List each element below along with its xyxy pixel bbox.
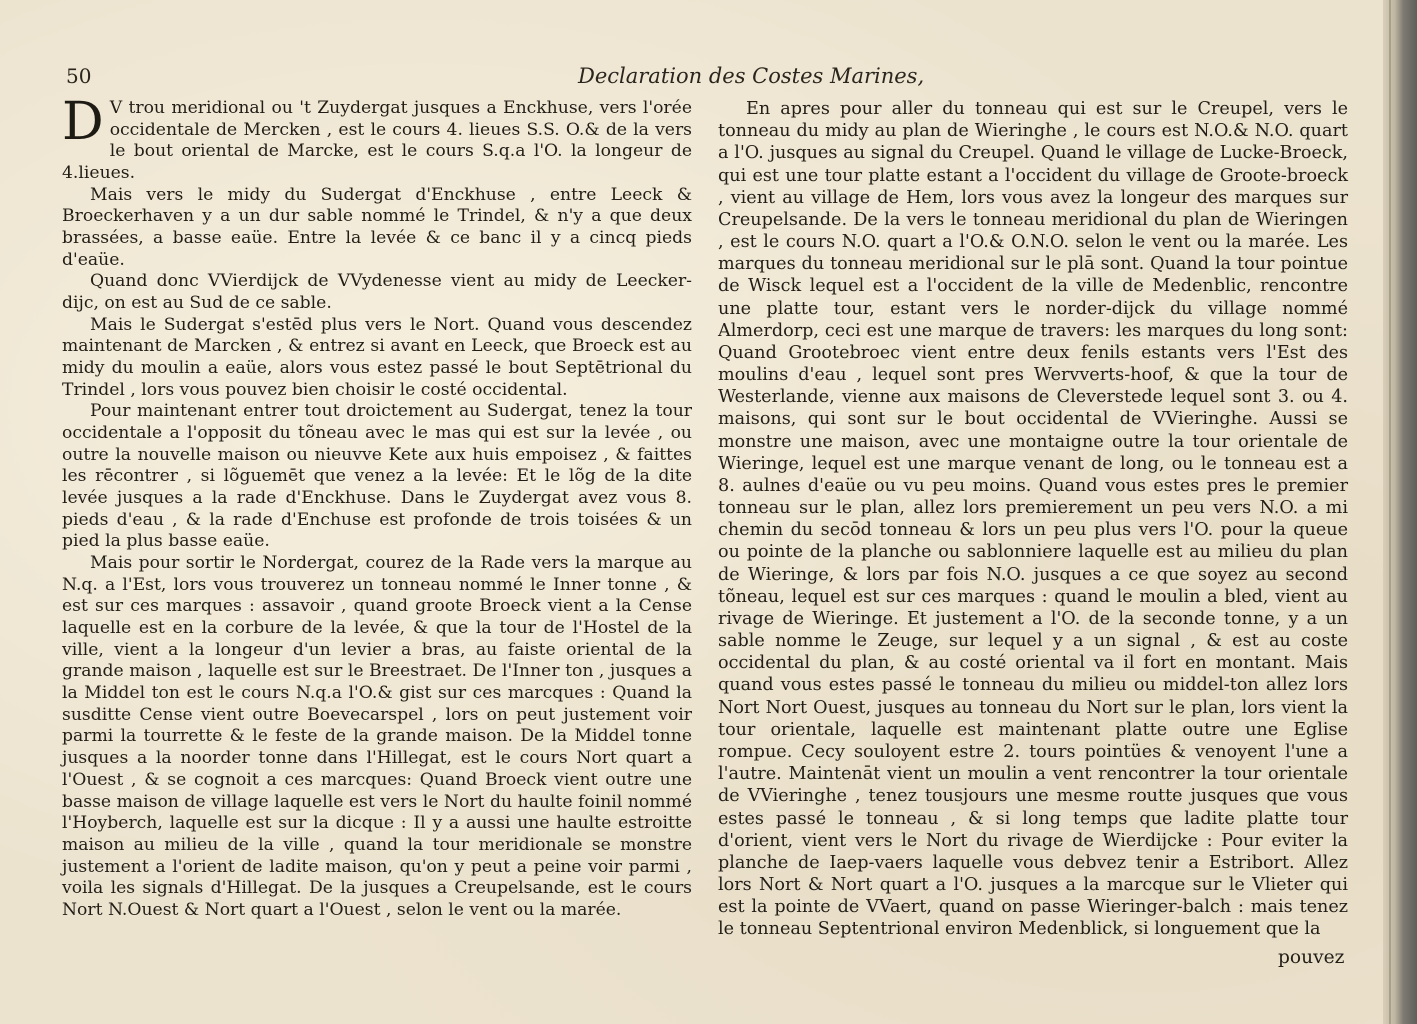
text-column-right	[718, 98, 1348, 941]
paragraph-text: V trou meridional ou 't Zuydergat jusques a Enckhuse, vers l'orée occidentale de Mercken , est le cours 4. lieues S.S. O.& de la vers le bout oriental de Marcke, est le cours S.q.a l'O. la longeur de 4.lieues.	[62, 98, 692, 184]
drop-cap: D	[62, 92, 104, 152]
paragraph: En apres pour aller du tonneau qui est sur le Creupel, vers le tonneau du midy au plan de Wieringhe , le cours est N.O.& N.O. quart a l'O. jusques au signal du Creupel. Quand le village de Lucke-Broeck, qui est une tour platte estant a l'occident du village de Groote-broeck , vient au village de Hem, lors vous avez la longeur des marques sur Creupelsande. De la vers le tonneau meridional du plan de Wieringen , est le cours N.O. quart a l'O.& O.N.O. selon le vent ou la marée. Les marques du tonneau meridional sur le plā sont. Quand la tour pointue de Wisck lequel est a l'occident de la ville de Medenblic, rencontre une platte tour, estant vers le norder-dijck du village nommé Almerdorp, ceci est une marque de travers: les marques du long sont: Quand Grootebroec vient entre deux fenils estants vers l'Est des moulins d'eau , lequel sont pres Wervverts-hoof, & que la tour de Westerlande, vienne aux maisons de Cleverstede lequel sont 3. ou 4. maisons, qui sont sur le bout occidental de VVieringhe. Aussi se monstre une maison, avec une montaigne outre la tour orientale de Wieringe, lequel est une marque venant de long, ou le tonneau est a 8. aulnes d'eaüe ou vu peu moins. Quand vous estes pres le premier tonneau sur le plan, allez lors premierement un peu vers N.O. a mi chemin du secōd tonneau & lors un peu plus vers l'O. pour la queue ou pointe de la planche ou sablonniere laquelle est au milieu du plan de Wieringe, & lors par fois N.O. jusques a ce que soyez au second tõneau, lequel est sur ces marques : quand le moulin a bled, vient au rivage de Wieringe. Et justement a l'O. de la seconde tonne, y a un sable nomme le Zeuge, sur lequel y a un signal , & est au coste occidental du plan, & au costé oriental va il fort en montant. Mais quand vous estes passé le tonneau du milieu ou middel-ton allez lors Nort Nort Ouest, jusques au tonneau du Nort sur le plan, lors vient la tour orientale, laquelle est maintenant platte outre une Eglise rompue. Cecy souloyent estre 2. tours pointües & venoyent l'une a l'autre. Maintenāt vient un moulin a vent rencontrer la tour orientale de VVieringhe , tenez tousjours une mesme routte jusques que vous estes passé le tonneau , & si long temps que ladite platte tour d'orient, vient vers le Nort du rivage de Wierdijcke : Pour eviter la planche de Iaep-vaers laquelle vous debvez tenir a Estribort. Allez lors Nort & Nort quart a l'O. jusques a la marcque sur le Vlieter qui est la pointe de VVaert, quand on passe Wieringer-balch : mais tenez le tonneau Septentrional environ Medenblick, si longuement que la	[718, 99, 1348, 940]
paragraph: Quand donc VVierdijck de VVydenesse vient au midy de Leecker-dijc, on est au Sud de ce sable.	[62, 271, 692, 314]
paragraph: Pour maintenant entrer tout droictement au Sudergat, tenez la tour occidentale a l'opposit du tõneau avec le mas qui est sur la levée , ou outre la nouvelle maison ou nieuvve Kete aux huis empoisez , & faittes les rēcontrer , si lõguemēt que venez a la levée: Et le lõg de la dite levée jusques a la rade d'Enckhuse. Dans le Zuydergat avez vous 8. pieds d'eau , & la rade d'Enchuse est profonde de trois toisées & un pied la plus basse eaüe.	[62, 401, 692, 552]
page-header	[66, 60, 1342, 96]
running-title: Declaration des Costes Marines,	[578, 64, 925, 88]
text-column-left	[62, 92, 692, 922]
paragraph: Mais pour sortir le Nordergat, courez de la Rade vers la marque au N.q. a l'Est, lors vous trouverez un tonneau nommé le Inner tonne , & est sur ces marques : assavoir , quand groote Broeck vient a la Cense laquelle est en la corbure de la levée, & que la tour de l'Hostel de la ville, vient a la longeur d'un levier a bras, au faiste oriental de la grande maison , laquelle est sur le Breestraet. De l'Inner ton , jusques a la Middel ton est le cours N.q.a l'O.& gist sur ces marcques : Quand la susditte Cense vient outre Boevecarspel , lors on peut justement voir parmi la tourrette & le feste de la grande maison. De la Middel tonne jusques a la noorder tonne dans l'Hillegat, est le cours Nort quart a l'Ouest , & se cognoit a ces marcques: Quand Broeck vient outre une basse maison de village laquelle est vers le Nort du haulte foinil nommé l'Hoyberch, laquelle est sur la dicque : Il y a aussi une haulte estroitte maison au milieu de la ville , quand la tour meridionale se monstre justement a l'orient de ladite maison, qu'on y peut a peine voir parmi , voila les signals d'Hillegat. De la jusques a Creupelsande, est le cours Nort N.Ouest & Nort quart a l'Ouest , selon le vent ou la marée.	[62, 553, 692, 920]
page-number: 50	[66, 64, 92, 88]
catchword: pouvez	[1278, 947, 1345, 968]
paragraph: Mais le Sudergat s'estēd plus vers le Nort. Quand vous descendez maintenant de Marcken , & entrez si avant en Leeck, que Broeck est au midy du moulin a eaüe, alors vous estez passé le bout Septētrional du Trindel , lors vous pouvez bien choisir le costé occidental.	[62, 314, 692, 400]
paragraph: Mais vers le midy du Sudergat d'Enckhuse , entre Leeck & Broeckerhaven y a un dur sable nommé le Trindel, & n'y a que deux brassées, a basse eaüe. Entre la levée & ce banc il y a cincq pieds d'eaüe.	[62, 184, 692, 270]
paragraph	[62, 92, 692, 185]
page-edge	[1383, 0, 1417, 1024]
